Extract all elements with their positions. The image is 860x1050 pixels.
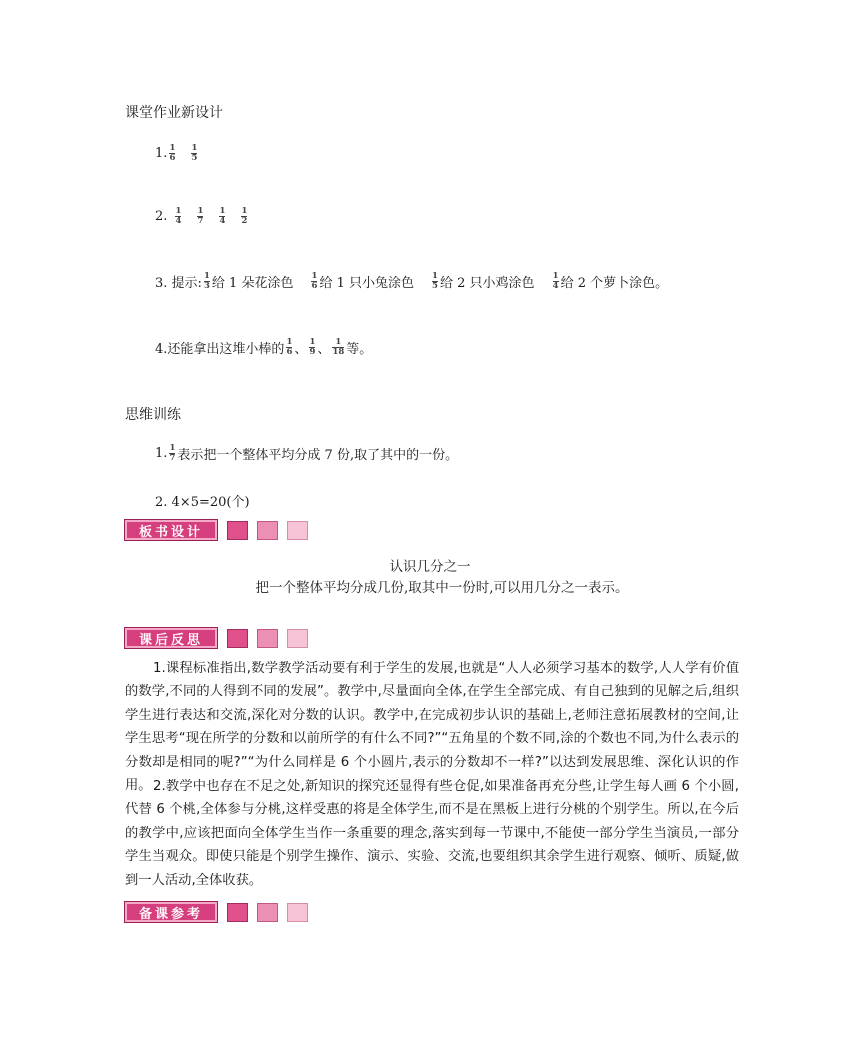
fraction: $\frac{1}{6}$ — [286, 337, 293, 357]
banner-reflection — [124, 627, 308, 649]
board-title: 认识几分之一 — [389, 559, 471, 575]
fraction: $\frac{1}{4}$ — [175, 206, 182, 226]
banner-square — [257, 521, 278, 540]
fraction: $\frac{1}{7}$ — [197, 206, 204, 226]
banner-square — [287, 521, 308, 540]
classwork-q1 — [155, 144, 199, 163]
q-text: 4.还能拿出这堆小棒的 — [155, 342, 285, 357]
hint-text: 给 1 朵花涂色 — [211, 276, 294, 291]
reflection-paragraph-2: 2.教学中也存在不足之处,新知识的探究还显得有些仓促,如果准备再充分些,让学生每人画 6 个小圆,代替 6 个桃,全体参与分桃,这样受惠的将是全体学生,而不是在黑板上进行分桃的个别学生。所以,在今后的教学中,应该把面向全体学生当作一条重要的理念,落实到每一节课中,不能使一部分学生当演员,一部分学生当观众。即使只能是个别学生操作、演示、实验、交流,也要组织其余学生进行观察、倾听、质疑,做到一人活动,全体收获。 — [125, 779, 739, 888]
fraction: $\frac{1}{18}$ — [332, 337, 345, 357]
fraction: $\frac{1}{7}$ — [169, 443, 176, 463]
banner-label: 板书设计 — [124, 519, 218, 541]
reflection-paragraph-1: 1.课程标准指出,数学教学活动要有利于学生的发展,也就是“人人必须学习基本的数学,人人学有价值的数学,不同的人得到不同的发展”。教学中,尽量面向全体,在学生全部完成、有自己独到的见解之后,组织学生进行表达和交流,深化对分数的认识。教学中,在完成初步认识的基础上,老师注意拓展教材的空间,让学生思考“现在所学的分数和以前所学的有什么不同?”“五角星的个数不同,涂的个数也不同,为什么表示的分数却是相同的呢?”“为什么同样是 6 个小圆片,表示的分数却不一样?”以达到发展思维、深化认识的作用。 — [125, 661, 739, 794]
banner-label: 课后反思 — [124, 627, 218, 649]
banner-square — [227, 903, 248, 922]
thinking-q2: 2. 4×5=20(个) — [155, 495, 250, 510]
hint-text: 给 2 只小鸡涂色 — [440, 276, 535, 291]
fraction: $\frac{1}{6}$ — [311, 271, 318, 291]
board-line: 把一个整体平均分成几份,取其中一份时,可以用几分之一表示。 — [255, 580, 629, 596]
fraction: $\frac{1}{5}$ — [432, 271, 438, 291]
banner-square — [227, 521, 248, 540]
banner-square — [287, 629, 308, 648]
separator: 、 — [294, 342, 308, 357]
banner-square — [257, 903, 278, 922]
fraction: $\frac{1}{3}$ — [203, 271, 210, 291]
section-heading-thinking: 思维训练 — [125, 407, 181, 423]
section-heading-classwork: 课堂作业新设计 — [125, 105, 223, 121]
q-text: 等。 — [346, 342, 373, 357]
fraction: $\frac{1}{5}$ — [191, 143, 198, 163]
banner-label: 备课参考 — [124, 901, 218, 923]
q-number: 3. 提示: — [155, 276, 202, 291]
fraction: $\frac{1}{4}$ — [219, 206, 226, 226]
q-number: 2. — [155, 209, 168, 224]
classwork-q2 — [155, 207, 249, 226]
classwork-q4 — [155, 338, 372, 357]
banner-square — [227, 629, 248, 648]
hint-text: 给 1 只小兔涂色 — [319, 276, 415, 291]
banner-square — [287, 903, 308, 922]
hint-text: 给 2 个萝卜涂色。 — [560, 276, 669, 291]
q-number: 1. — [155, 446, 168, 461]
thinking-q1 — [155, 444, 458, 463]
banner-reference — [124, 901, 308, 923]
banner-board-design — [124, 519, 308, 541]
q-text: 表示把一个整体平均分成 7 份,取了其中的一份。 — [177, 448, 459, 463]
banner-square — [257, 629, 278, 648]
fraction: $\frac{1}{2}$ — [241, 206, 248, 226]
fraction: $\frac{1}{9}$ — [309, 337, 316, 357]
fraction: $\frac{1}{6}$ — [169, 143, 176, 163]
separator: 、 — [317, 342, 331, 357]
fraction: $\frac{1}{4}$ — [552, 271, 559, 291]
classwork-q3 — [155, 272, 668, 291]
q-number: 1. — [155, 146, 168, 161]
